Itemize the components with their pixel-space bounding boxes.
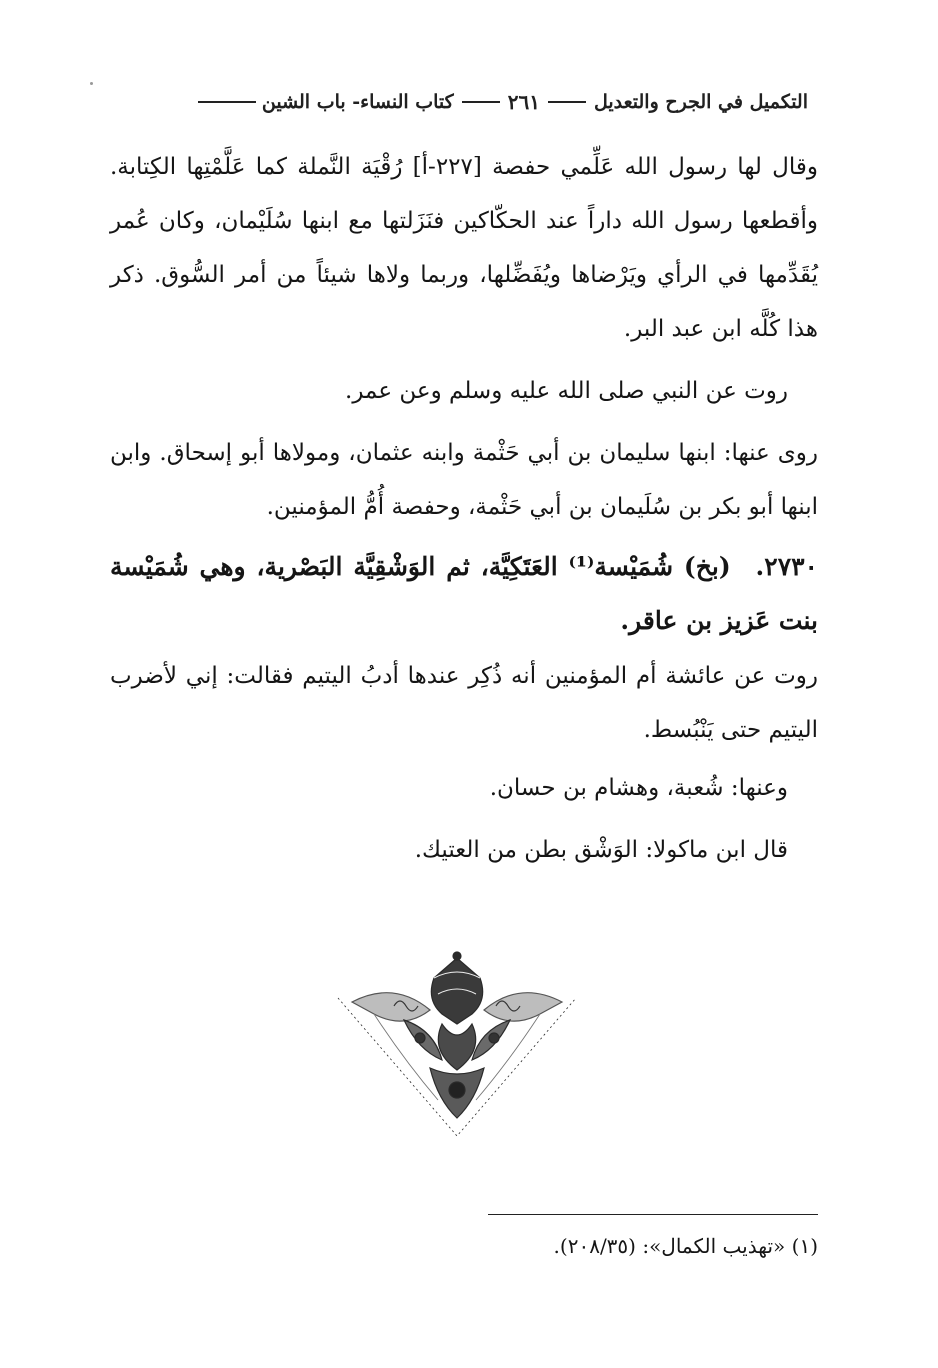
- entry-number: ٢٧٣٠.: [755, 552, 818, 581]
- floral-triangle-ornament-icon: [334, 950, 580, 1140]
- paragraph-aisha-report: روت عن عائشة أم المؤمنين أنه ذُكِر عندها أدبُ اليتيم فقالت: إني لأضرب اليتيم حتى يَنْبُسط.: [110, 663, 818, 743]
- header-book-title: التكميل في الجرح والتعديل: [593, 91, 808, 113]
- entry-title: (بخ) شُمَيْسة⁽¹⁾ العَتَكِيَّة، ثم الوَشْقِيَّة البَصْرية، وهي شُمَيْسة بنت عَزيز بن عاقر.: [110, 552, 818, 635]
- paragraph-narrated-from: روت عن النبي صلى الله عليه وسلم وعن عمر.: [345, 378, 788, 404]
- paragraph-narrators: روى عنها: ابنها سليمان بن أبي حَثْمة وابنه عثمان، ومولاها أبو إسحاق. وابن ابنها أبو بكر بن سُلَيمان بن أبي حَثْمة، وحفصة أُمُّ المؤمنين.: [110, 440, 818, 520]
- header-trailing-rule: [198, 101, 256, 103]
- header-dash: [548, 101, 586, 103]
- scan-speck: [90, 82, 93, 85]
- header-page-number: ٢٦١: [507, 90, 540, 114]
- entry-heading: [110, 540, 818, 648]
- paragraph-students: وعنها: شُعبة، وهشام بن حسان.: [489, 775, 788, 801]
- footnote-separator: [488, 1214, 818, 1215]
- header-section: كتاب النساء- باب الشين: [261, 91, 454, 113]
- footnote: (١) «تهذيب الكمال»: (٢٠٨/٣٥).: [553, 1234, 818, 1258]
- paragraph-biography: وقال لها رسول الله عَلِّمي حفصة [٢٢٧-أ] رُقْيَة النَّملة كما عَلَّمْتِها الكِتابة. وأقطعها رسول الله داراً عند الحكّاكين فنَزَلتها مع ابنها سُلَيْمان، وكان عُمر يُقَدِّمها في الرأي ويَرْضاها ويُفَضِّلها، وربما ولاها شيئاً من أمر السُّوق. ذكر هذا كُلَّه ابن عبد البر.: [110, 154, 818, 342]
- header-dash: [462, 101, 500, 103]
- paragraph-ibn-makula: قال ابن ماكولا: الوَشْق بطن من العتيك.: [414, 837, 788, 863]
- running-header: [118, 84, 808, 120]
